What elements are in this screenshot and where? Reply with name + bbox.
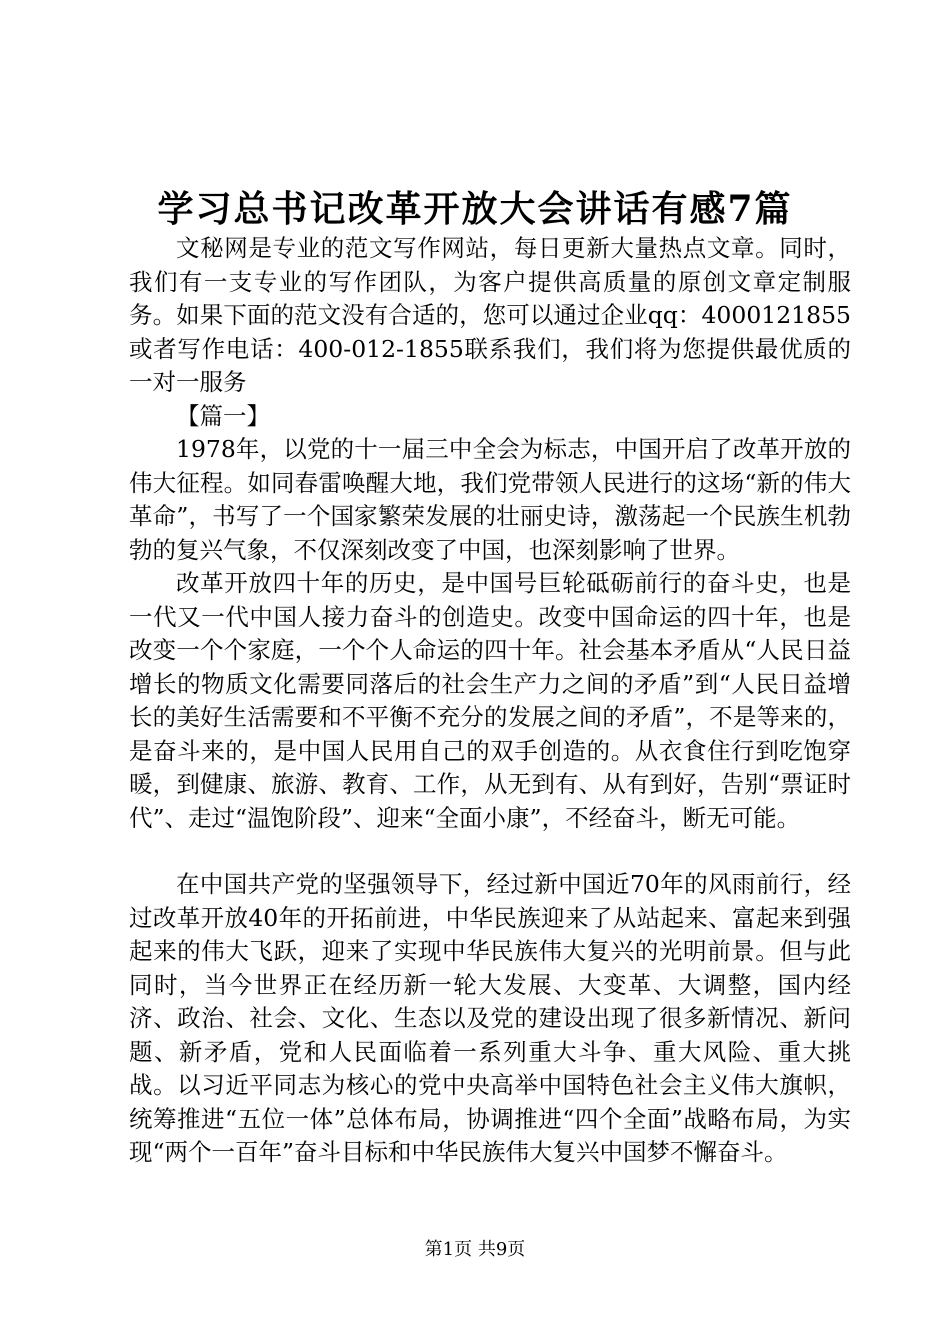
document-body (129, 232, 851, 1170)
body-paragraph: 改革开放四十年的历史，是中国号巨轮砥砺前行的奋斗史，也是一代又一代中国人接力奋斗的创造史。改变中国命运的四十年，也是改变一个个家庭，一个个人命运的四十年。社会基本矛盾从“人民日益增长的物质文化需要同落后的社会生产力之间的矛盾”到“人民日益增长的美好生活需要和不平衡不充分的发展之间的矛盾”，不是等来的，是奋斗来的，是中国人民用自己的双手创造的。从衣食住行到吃饱穿暖，到健康、旅游、教育、工作，从无到有、从有到好，告别“票证时代”、走过“温饱阶段”、迎来“全面小康”，不经奋斗，断无可能。 (129, 569, 851, 832)
intro-paragraph: 文秘网是专业的范文写作网站，每日更新大量热点文章。同时，我们有一支专业的写作团队，为客户提供高质量的原创文章定制服务。如果下面的范文没有合适的，您可以通过企业qq：4000121855或者写作电话：400-012-1855联系我们，我们将为您提供最优质的一对一服务 (129, 234, 851, 396)
section-heading: 【篇一】 (176, 401, 270, 430)
document-title: 学习总书记改革开放大会讲话有感7篇 (157, 188, 793, 230)
body-paragraph: 1978年，以党的十一届三中全会为标志，中国开启了改革开放的伟大征程。如同春雷唤醒大地，我们党带领人民进行的这场“新的伟大革命”，书写了一个国家繁荣发展的壮丽史诗，激荡起一个民族生机勃勃的复兴气象，不仅深刻改变了中国，也深刻影响了世界。 (129, 435, 851, 564)
page-footer: 第1页 共9页 (424, 1239, 526, 1260)
body-paragraph: 在中国共产党的坚强领导下，经过新中国近70年的风雨前行，经过改革开放40年的开拓前进，中华民族迎来了从站起来、富起来到强起来的伟大飞跃，迎来了实现中华民族伟大复兴的光明前景。但与此同时，当今世界正在经历新一轮大发展、大变革、大调整，国内经济、政治、社会、文化、生态以及党的建设出现了很多新情况、新问题、新矛盾，党和人民面临着一系列重大斗争、重大风险、重大挑战。以习近平同志为核心的党中央高举中国特色社会主义伟大旗帜，统筹推进“五位一体”总体布局，协调推进“四个全面”战略布局，为实现“两个一百年”奋斗目标和中华民族伟大复兴中国梦不懈奋斗。 (129, 870, 851, 1166)
